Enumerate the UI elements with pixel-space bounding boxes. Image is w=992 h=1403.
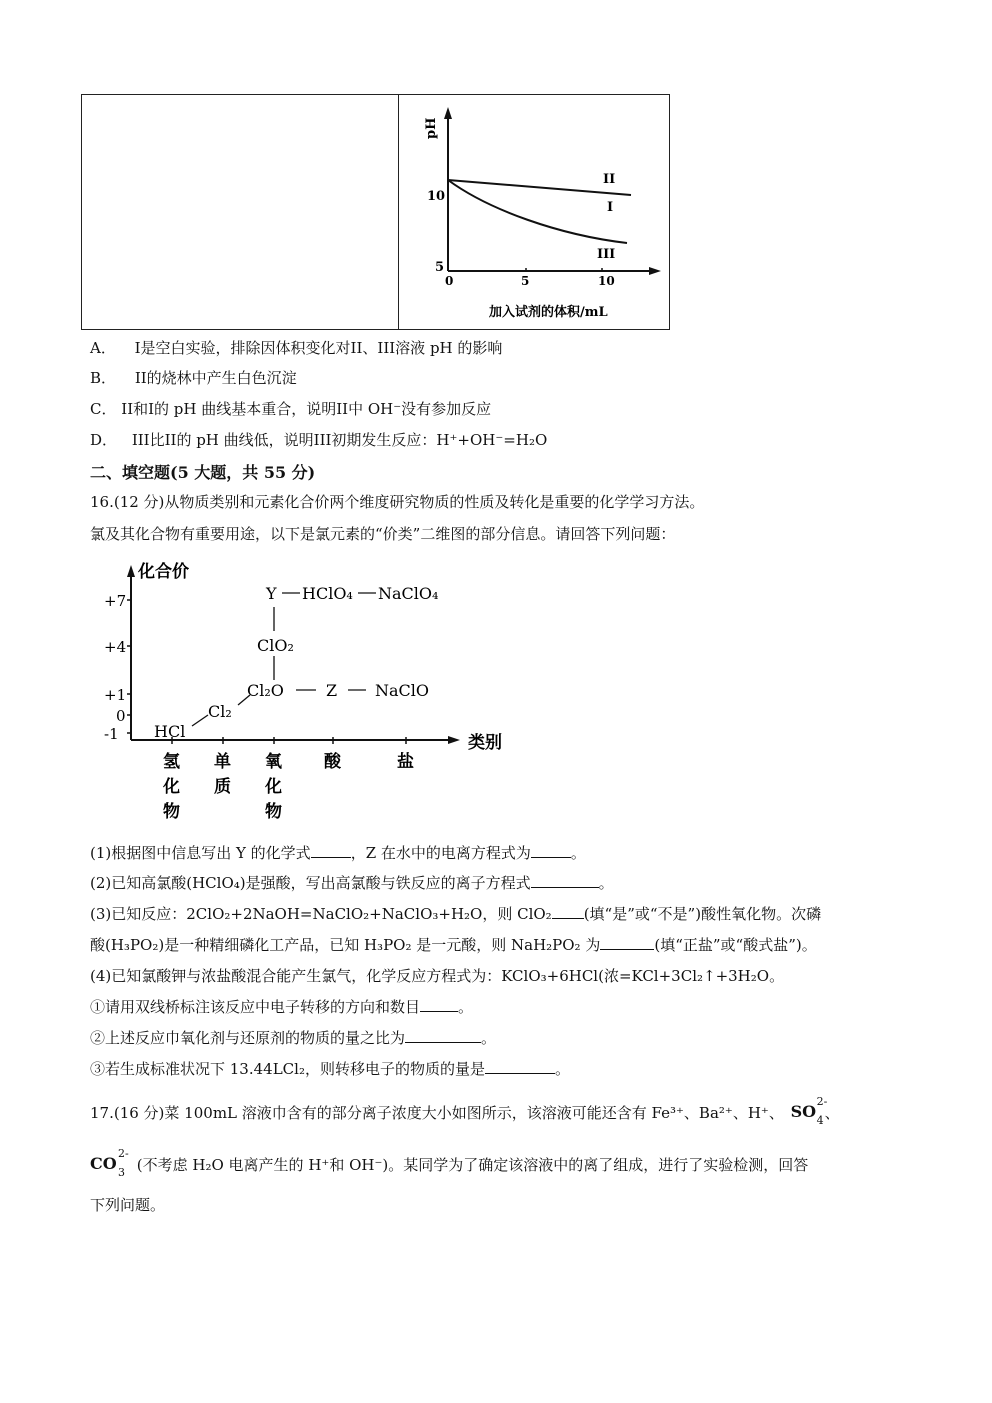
category-element bbox=[214, 751, 237, 797]
option-b-text: II的烧林中产生白色沉淀 bbox=[134, 369, 297, 387]
y-tick-plus7: +7 bbox=[104, 592, 127, 610]
q16-p2-text: (2)已知高氯酸(HClO₄)是强酸，写出高氯酸与铁反应的离子方程式 bbox=[90, 874, 531, 892]
category-element-2: 质 bbox=[214, 777, 231, 797]
q16-p3-text-d: (填“正盐”或“酸式盐”)。 bbox=[654, 936, 817, 954]
option-c bbox=[90, 399, 491, 419]
category-hydride-3: 物 bbox=[163, 802, 180, 822]
link-hcl-cl2 bbox=[192, 715, 208, 726]
q16-p1-end: 。 bbox=[570, 844, 586, 862]
answer-blank-electron-transfer[interactable] bbox=[420, 997, 458, 1012]
q16-p3-text-b: (填“是”或“不是”)酸性氧化物。次磷 bbox=[583, 905, 822, 923]
answer-blank-ion-equation[interactable] bbox=[531, 873, 599, 888]
figure-table bbox=[81, 94, 670, 330]
q16-p4-3-end: 。 bbox=[554, 1060, 570, 1078]
category-salt: 盐 bbox=[397, 752, 414, 772]
answer-blank-ratio[interactable] bbox=[405, 1028, 481, 1043]
ph-x-tick-10: 10 bbox=[598, 274, 615, 288]
answer-blank-electron-moles[interactable] bbox=[485, 1059, 555, 1074]
node-naclo: NaClO bbox=[375, 681, 430, 700]
node-hclo4: HClO₄ bbox=[302, 584, 353, 603]
q16-p4-3-text: ③若生成标准状况下 13.44LCl₂，则转移电子的物质的量是 bbox=[90, 1060, 485, 1078]
ph-y-tick-5: 5 bbox=[435, 260, 445, 275]
q16-intro-2: 氯及其化合物有重要用途，以下是氯元素的“价类”二维图的部分信息。请回答下列问题： bbox=[90, 525, 676, 543]
node-hcl: HCl bbox=[154, 722, 186, 741]
diagram-x-label: 类别 bbox=[468, 733, 502, 753]
option-b-letter: B． bbox=[90, 369, 117, 387]
ph-y-label: pH bbox=[424, 117, 439, 139]
sulfate-base: SO bbox=[790, 1102, 817, 1121]
category-oxide-1: 氧 bbox=[265, 752, 282, 772]
ph-x-tick-0: 0 bbox=[445, 274, 454, 288]
category-oxide bbox=[264, 751, 288, 822]
node-cl2: Cl₂ bbox=[208, 702, 232, 721]
option-d-letter: D． bbox=[90, 431, 118, 449]
diagram-y-arrow bbox=[127, 565, 135, 577]
answer-blank-salt-type[interactable] bbox=[600, 935, 654, 950]
y-tick-minus1: -1 bbox=[104, 725, 119, 743]
q16-p4-1-text: ①请用双线桥标注该反应中电子转移的方向和数目 bbox=[90, 998, 421, 1016]
q16-p3-text-a: (3)已知反应：2ClO₂+2NaOH=NaClO₂+NaClO₃+H₂O，则 ClO₂ bbox=[90, 905, 552, 923]
ph-y-tick-10: 10 bbox=[427, 189, 446, 204]
carbonate-formula bbox=[90, 1147, 129, 1179]
node-z: Z bbox=[326, 681, 338, 700]
carbonate-subscript: 3 bbox=[118, 1166, 125, 1179]
category-element-1: 单 bbox=[214, 752, 231, 772]
valence-class-diagram bbox=[100, 555, 530, 830]
q16-part4-2 bbox=[90, 1028, 496, 1048]
carbonate-charge: 2- bbox=[118, 1147, 129, 1160]
q16-part2 bbox=[90, 873, 614, 893]
q16-p4-2-text: ②上述反应巾氧化剂与还原剂的物质的量之比为 bbox=[90, 1029, 406, 1047]
answer-blank-y[interactable] bbox=[311, 843, 351, 858]
option-a-text: I是空白实验，排除因体积变化对II、III溶液 pH 的影响 bbox=[134, 339, 503, 357]
category-oxide-2: 化 bbox=[265, 777, 282, 797]
q16-p4-1-end: 。 bbox=[458, 998, 474, 1016]
q17-line1-text: 17.(16 分)菜 100mL 溶液巾含有的部分离子浓度大小如图所示，该溶液可能还含有 Fe³⁺、Ba²⁺、H⁺、 bbox=[90, 1104, 784, 1122]
curve-label-I: I bbox=[607, 200, 614, 215]
q17-line1-tail: 、 bbox=[824, 1104, 840, 1122]
q16-part1 bbox=[90, 843, 586, 863]
q16-part4: (4)已知氯酸钾与浓盐酸混合能产生氯气，化学反应方程式为：KClO₃+6HCl(浓=KCl+3Cl₂↑+3H₂O。 bbox=[90, 967, 785, 985]
q16-part3-line1 bbox=[90, 904, 821, 924]
answer-blank-z-ionization[interactable] bbox=[531, 843, 571, 858]
q16-part4-3 bbox=[90, 1059, 570, 1079]
ph-x-label: 加入试剂的体积/mL bbox=[489, 305, 608, 320]
sulfate-formula bbox=[790, 1095, 828, 1127]
q16-part4-1 bbox=[90, 997, 473, 1017]
y-tick-plus1: +1 bbox=[104, 686, 127, 704]
option-c-text: II和I的 pH 曲线基本重合，说明II中 OH⁻没有参加反应 bbox=[121, 400, 492, 418]
option-a-letter: A． bbox=[90, 339, 116, 357]
q16-p4-2-end: 。 bbox=[481, 1029, 497, 1047]
section-title: 二、填空题(5 大题，共 55 分) bbox=[90, 463, 316, 482]
curve-label-III: III bbox=[597, 247, 616, 262]
ph-x-arrow bbox=[649, 267, 661, 275]
category-hydride-1: 氢 bbox=[163, 752, 180, 772]
option-d-text: III比II的 pH 曲线低，说明III初期发生反应：H⁺+OH⁻=H₂O bbox=[131, 431, 548, 449]
ph-x-tick-5: 5 bbox=[521, 274, 530, 288]
category-oxide-3: 物 bbox=[265, 802, 282, 822]
category-acid: 酸 bbox=[324, 752, 341, 772]
node-naclo4: NaClO₄ bbox=[378, 584, 439, 603]
curve-label-II: II bbox=[603, 172, 616, 187]
option-c-letter: C． bbox=[90, 400, 117, 418]
q16-p1-text-b: ，Z 在水中的电离方程式为 bbox=[350, 844, 531, 862]
q16-p3-text-c: 酸(H₃PO₂)是一种精细磷化工产品，已知 H₃PO₂ 是一元酸，则 NaH₂PO₂ 为 bbox=[90, 936, 601, 954]
q17-line1 bbox=[90, 1095, 840, 1127]
category-hydride bbox=[162, 751, 186, 822]
q16-p1-text: (1)根据图中信息写出 Y 的化学式 bbox=[90, 844, 311, 862]
ph-y-arrow bbox=[444, 107, 452, 119]
option-d bbox=[90, 430, 547, 450]
node-y: Y bbox=[266, 584, 277, 603]
curve-III bbox=[448, 180, 627, 243]
q16-part3-line2 bbox=[90, 935, 817, 955]
q17-line2-text: (不考虑 H₂O 电离产生的 H⁺和 OH⁻)。某同学为了确定该溶液中的离了组成，进行了实验检测，回答 bbox=[136, 1156, 809, 1174]
option-b bbox=[90, 368, 297, 388]
node-clo2: ClO₂ bbox=[257, 636, 294, 655]
q16-p2-end: 。 bbox=[598, 874, 614, 892]
q17-line3: 下列问题。 bbox=[90, 1196, 166, 1214]
option-a bbox=[90, 338, 502, 358]
diagram-y-label: 化合价 bbox=[138, 562, 189, 582]
sulfate-charge: 2- bbox=[816, 1095, 828, 1108]
q17-line2 bbox=[90, 1147, 809, 1179]
node-cl2o: Cl₂O bbox=[247, 681, 284, 700]
y-tick-0: 0 bbox=[116, 707, 126, 725]
category-hydride-2: 化 bbox=[163, 777, 180, 797]
y-tick-plus4: +4 bbox=[104, 638, 127, 656]
q16-intro-1: 16.(12 分)从物质类别和元素化合价两个维度研究物质的性质及转化是重要的化学学习方法。 bbox=[90, 493, 705, 511]
sulfate-subscript: 4 bbox=[816, 1114, 824, 1127]
ph-chart bbox=[399, 95, 668, 328]
answer-blank-acidic-oxide[interactable] bbox=[552, 904, 584, 919]
carbonate-base: CO bbox=[90, 1154, 117, 1173]
diagram-x-arrow bbox=[448, 736, 460, 744]
